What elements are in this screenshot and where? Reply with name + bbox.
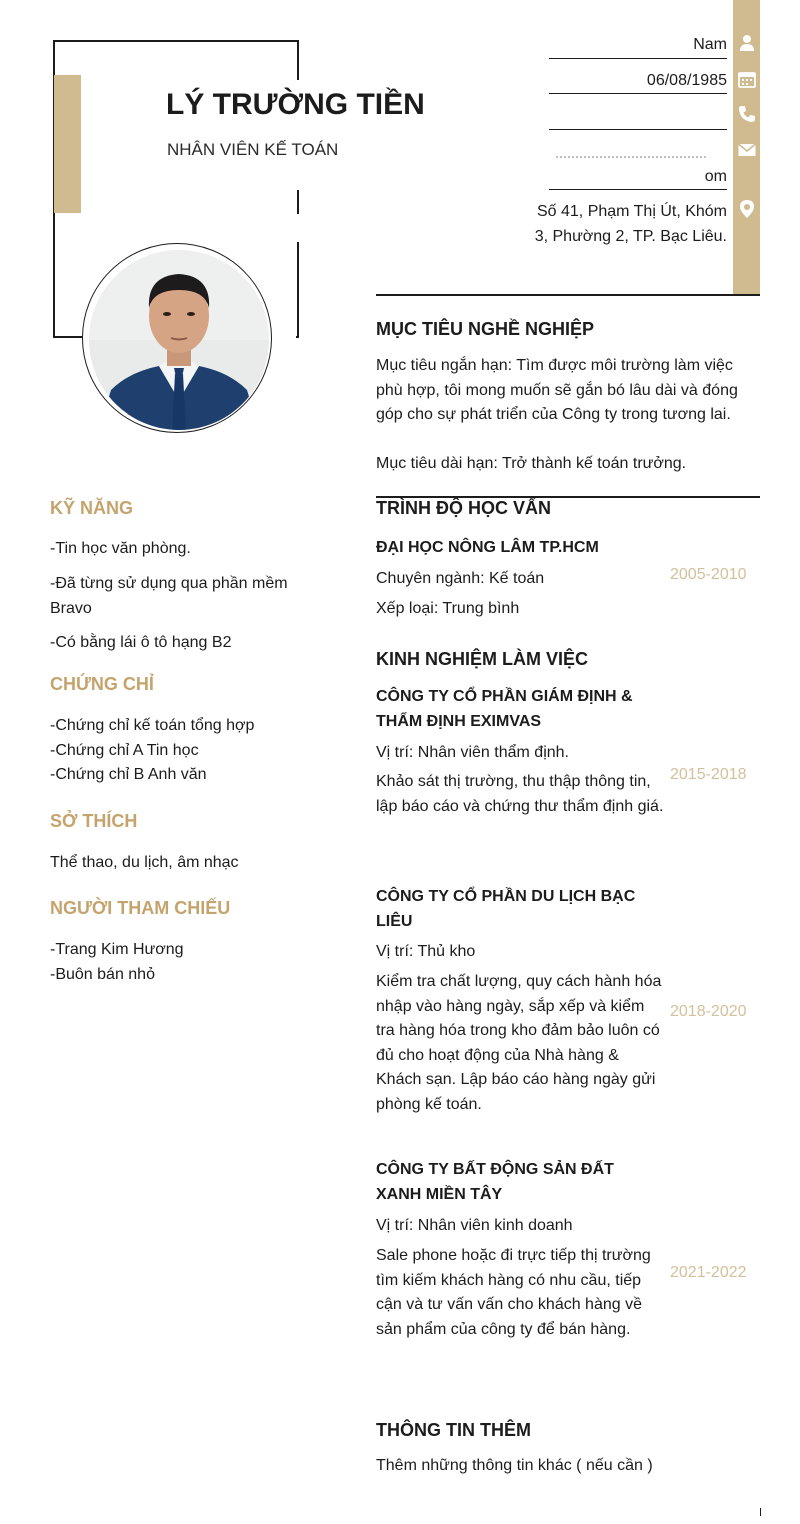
skills-heading: KỸ NĂNG — [50, 498, 134, 518]
reference-item: -Buôn bán nhỏ — [50, 966, 155, 983]
education-period: 2005-2010 — [670, 566, 747, 583]
job-company: CÔNG TY CỔ PHẦN DU LỊCH BẠC LIÊU — [376, 888, 636, 930]
job-company: CÔNG TY BẤT ĐỘNG SẢN ĐẤT XANH MIỀN TÂY — [376, 1161, 614, 1203]
birthday-value: 06/08/1985 — [646, 72, 727, 89]
section-divider — [376, 294, 760, 296]
location-icon — [737, 199, 757, 219]
certificate-item: -Chứng chỉ kế toán tổng hợp — [50, 717, 255, 734]
address-value: Số 41, Phạm Thị Út, Khóm 3, Phường 2, TP. Bạc Liêu. — [534, 203, 727, 245]
job-period: 2021-2022 — [670, 1264, 747, 1281]
extra-text: Thêm những thông tin khác ( nếu cần ) — [376, 1457, 653, 1474]
skill-item: -Có bằng lái ô tô hạng B2 — [50, 634, 232, 651]
email-value: om — [704, 168, 727, 185]
experience-heading: KINH NGHIỆM LÀM VIỆC — [376, 649, 589, 669]
contact-divider — [549, 58, 727, 59]
certificate-item: -Chứng chỉ B Anh văn — [50, 766, 207, 783]
hobbies-text: Thể thao, du lịch, âm nhạc — [50, 854, 239, 871]
job-period: 2015-2018 — [670, 766, 747, 783]
email-artifact — [556, 156, 706, 162]
hobbies-heading: SỞ THÍCH — [50, 811, 138, 831]
job-description: Khảo sát thị trường, thu thập thông tin, lập báo cáo và chứng thư thẩm định giá. — [376, 773, 664, 815]
references-heading: NGƯỜI THAM CHIẾU — [50, 898, 231, 918]
education-major: Chuyên ngành: Kế toán — [376, 570, 545, 587]
gender-value: Nam — [693, 36, 727, 53]
accent-bar — [54, 75, 81, 213]
extra-heading: THÔNG TIN THÊM — [376, 1420, 531, 1440]
job-position: Vị trí: Thủ kho — [376, 943, 476, 960]
candidate-name: LÝ TRƯỜNG TIỀN — [166, 88, 425, 121]
avatar — [89, 250, 269, 430]
job-period: 2018-2020 — [670, 1003, 747, 1020]
objective-long-term: Mục tiêu dài hạn: Trở thành kế toán trưởng. — [376, 455, 687, 472]
job-position: Vị trí: Nhân viên thẩm định. — [376, 744, 569, 761]
certificates-heading: CHỨNG CHỈ — [50, 674, 154, 694]
objective-short-term: Mục tiêu ngắn hạn: Tìm được môi trường làm việc phù hợp, tôi mong muốn sẽ gắn bó lâu dài và đóng góp cho sự phát triển của Công ty trong tương lai. — [376, 357, 738, 423]
job-position: Vị trí: Nhân viên kinh doanh — [376, 1217, 573, 1234]
education-school: ĐẠI HỌC NÔNG LÂM TP.HCM — [376, 539, 599, 556]
education-grade: Xếp loại: Trung bình — [376, 600, 520, 617]
contact-divider — [549, 129, 727, 130]
contact-divider — [549, 189, 727, 190]
skill-item: -Tin học văn phòng. — [50, 540, 191, 557]
objective-heading: MỤC TIÊU NGHỀ NGHIỆP — [376, 319, 595, 339]
job-description: Kiểm tra chất lượng, quy cách hành hóa nhập vào hàng ngày, sắp xếp và kiểm tra hàng hóa trong kho đảm bảo luôn có đủ cho hoạt động của Nhà hàng & Khách sạn. Lập báo cáo hàng ngày gửi phòng kế toán. — [376, 973, 662, 1113]
mail-icon — [737, 140, 757, 160]
frame-mask — [80, 214, 320, 242]
reference-item: -Trang Kim Hương — [50, 941, 184, 958]
job-description: Sale phone hoặc đi trực tiếp thị trường tìm kiếm khách hàng có nhu cầu, tiếp cận và tư vấn vấn cho khách hàng về sản phẩm của công ty để bán hàng. — [376, 1247, 651, 1338]
job-title: NHÂN VIÊN KẾ TOÁN — [167, 140, 339, 159]
education-heading: TRÌNH ĐỘ HỌC VẤN — [376, 498, 551, 518]
certificate-item: -Chứng chỉ A Tin học — [50, 742, 199, 759]
page-edge-mark — [760, 1508, 761, 1516]
calendar-icon — [737, 69, 757, 89]
user-icon — [737, 33, 757, 53]
job-company: CÔNG TY CỔ PHẦN GIÁM ĐỊNH & THẨM ĐỊNH EXIMVAS — [376, 688, 633, 730]
phone-icon — [737, 104, 757, 124]
contact-divider — [549, 93, 727, 94]
skill-item: -Đã từng sử dụng qua phần mềm Bravo — [50, 575, 288, 617]
